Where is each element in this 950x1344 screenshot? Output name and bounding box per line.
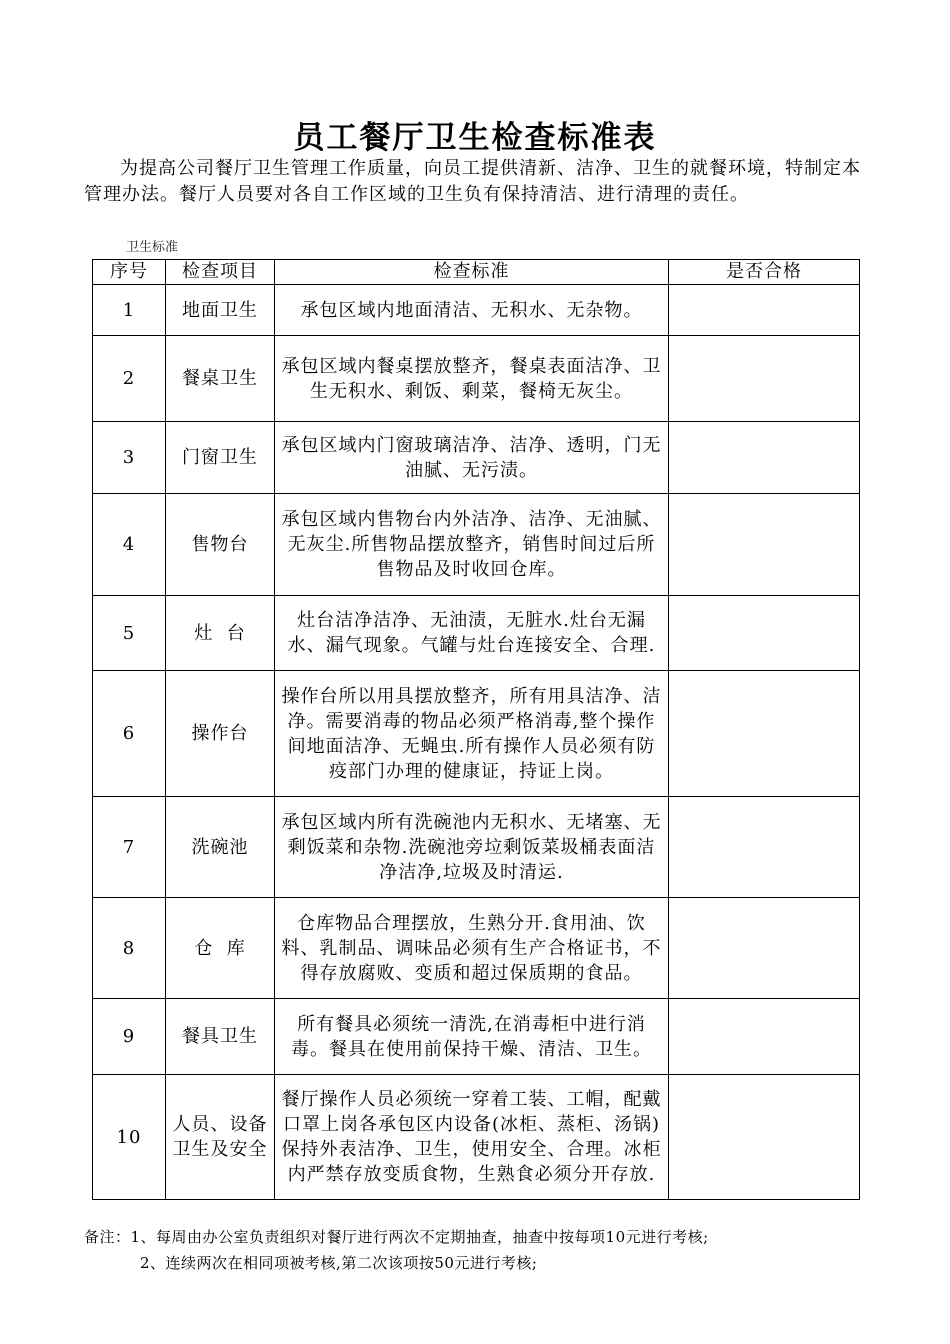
row-standard: 承包区域内地面清洁、无积水、无杂物。 [275, 285, 669, 336]
row-item: 人员、设备卫生及安全 [166, 1075, 275, 1200]
row-item: 操作台 [166, 671, 275, 797]
row-number: 10 [93, 1075, 166, 1200]
header-pass: 是否合格 [669, 260, 860, 285]
header-item: 检查项目 [166, 260, 275, 285]
row-standard: 灶台洁净洁净、无油渍，无脏水.灶台无漏水、漏气现象。气罐与灶台连接安全、合理. [275, 596, 669, 671]
header-number: 序号 [93, 260, 166, 285]
row-standard: 仓库物品合理摆放，生熟分开.食用油、饮料、乳制品、调味品必须有生产合格证书，不得存放腐败、变质和超过保质期的食品。 [275, 898, 669, 999]
row-pass-cell[interactable] [669, 898, 860, 999]
row-number: 7 [93, 797, 166, 898]
row-number: 1 [93, 285, 166, 336]
table-row [93, 999, 860, 1075]
row-standard: 承包区域内所有洗碗池内无积水、无堵塞、无剩饭菜和杂物.洗碗池旁垃剩饭菜圾桶表面洁净洁净,垃圾及时清运. [275, 797, 669, 898]
row-pass-cell[interactable] [669, 596, 860, 671]
row-item: 餐桌卫生 [166, 336, 275, 422]
row-number: 5 [93, 596, 166, 671]
intro-paragraph: 为提高公司餐厅卫生管理工作质量，向员工提供清新、洁净、卫生的就餐环境，特制定本管理办法。餐厅人员要对各自工作区域的卫生负有保持清洁、进行清理的责任。 [84, 158, 861, 205]
row-pass-cell[interactable] [669, 671, 860, 797]
note-line-2: 2、连续两次在相同项被考核,第二次该项按50元进行考核; [140, 1254, 538, 1272]
row-number: 9 [93, 999, 166, 1075]
row-item: 地面卫生 [166, 285, 275, 336]
note-line-1: 备注：1、每周由办公室负责组织对餐厅进行两次不定期抽查，抽查中按每项10元进行考核; [84, 1228, 709, 1246]
row-pass-cell[interactable] [669, 797, 860, 898]
table-row [93, 797, 860, 898]
header-standard: 检查标准 [275, 260, 669, 285]
row-pass-cell[interactable] [669, 494, 860, 596]
row-pass-cell[interactable] [669, 999, 860, 1075]
page-title: 员工餐厅卫生检查标准表 [293, 120, 657, 156]
table-row [93, 1075, 860, 1200]
row-pass-cell[interactable] [669, 422, 860, 494]
row-standard: 承包区域内餐桌摆放整齐，餐桌表面洁净、卫生无积水、剩饭、剩菜，餐椅无灰尘。 [275, 336, 669, 422]
row-pass-cell[interactable] [669, 285, 860, 336]
hygiene-standards-table [92, 259, 860, 1200]
row-item: 洗碗池 [166, 797, 275, 898]
row-number: 4 [93, 494, 166, 596]
table-row [93, 336, 860, 422]
row-number: 2 [93, 336, 166, 422]
row-item: 售物台 [166, 494, 275, 596]
table-row [93, 494, 860, 596]
table-row [93, 898, 860, 999]
table-header-row [93, 260, 860, 285]
row-pass-cell[interactable] [669, 336, 860, 422]
row-number: 8 [93, 898, 166, 999]
table-row [93, 671, 860, 797]
row-number: 3 [93, 422, 166, 494]
row-standard: 操作台所以用具摆放整齐，所有用具洁净、洁净。需要消毒的物品必须严格消毒,整个操作间地面洁净、无蝇虫.所有操作人员必须有防疫部门办理的健康证，持证上岗。 [275, 671, 669, 797]
row-item: 门窗卫生 [166, 422, 275, 494]
row-standard: 承包区域内售物台内外洁净、洁净、无油腻、无灰尘.所售物品摆放整齐，销售时间过后所售物品及时收回仓库。 [275, 494, 669, 596]
row-standard: 餐厅操作人员必须统一穿着工装、工帽，配戴口罩上岗各承包区内设备(冰柜、蒸柜、汤锅)保持外表洁净、卫生，使用安全、合理。冰柜内严禁存放变质食物，生熟食必须分开存放. [275, 1075, 669, 1200]
row-pass-cell[interactable] [669, 1075, 860, 1200]
row-item: 灶 台 [166, 596, 275, 671]
row-standard: 承包区域内门窗玻璃洁净、洁净、透明，门无油腻、无污渍。 [275, 422, 669, 494]
row-number: 6 [93, 671, 166, 797]
row-item: 餐具卫生 [166, 999, 275, 1075]
row-standard: 所有餐具必须统一清洗,在消毒柜中进行消毒。餐具在使用前保持干燥、清洁、卫生。 [275, 999, 669, 1075]
table-row [93, 596, 860, 671]
notes-section [84, 1224, 709, 1276]
row-item: 仓 库 [166, 898, 275, 999]
table-row [93, 422, 860, 494]
table-row [93, 285, 860, 336]
section-label: 卫生标准 [126, 240, 179, 255]
